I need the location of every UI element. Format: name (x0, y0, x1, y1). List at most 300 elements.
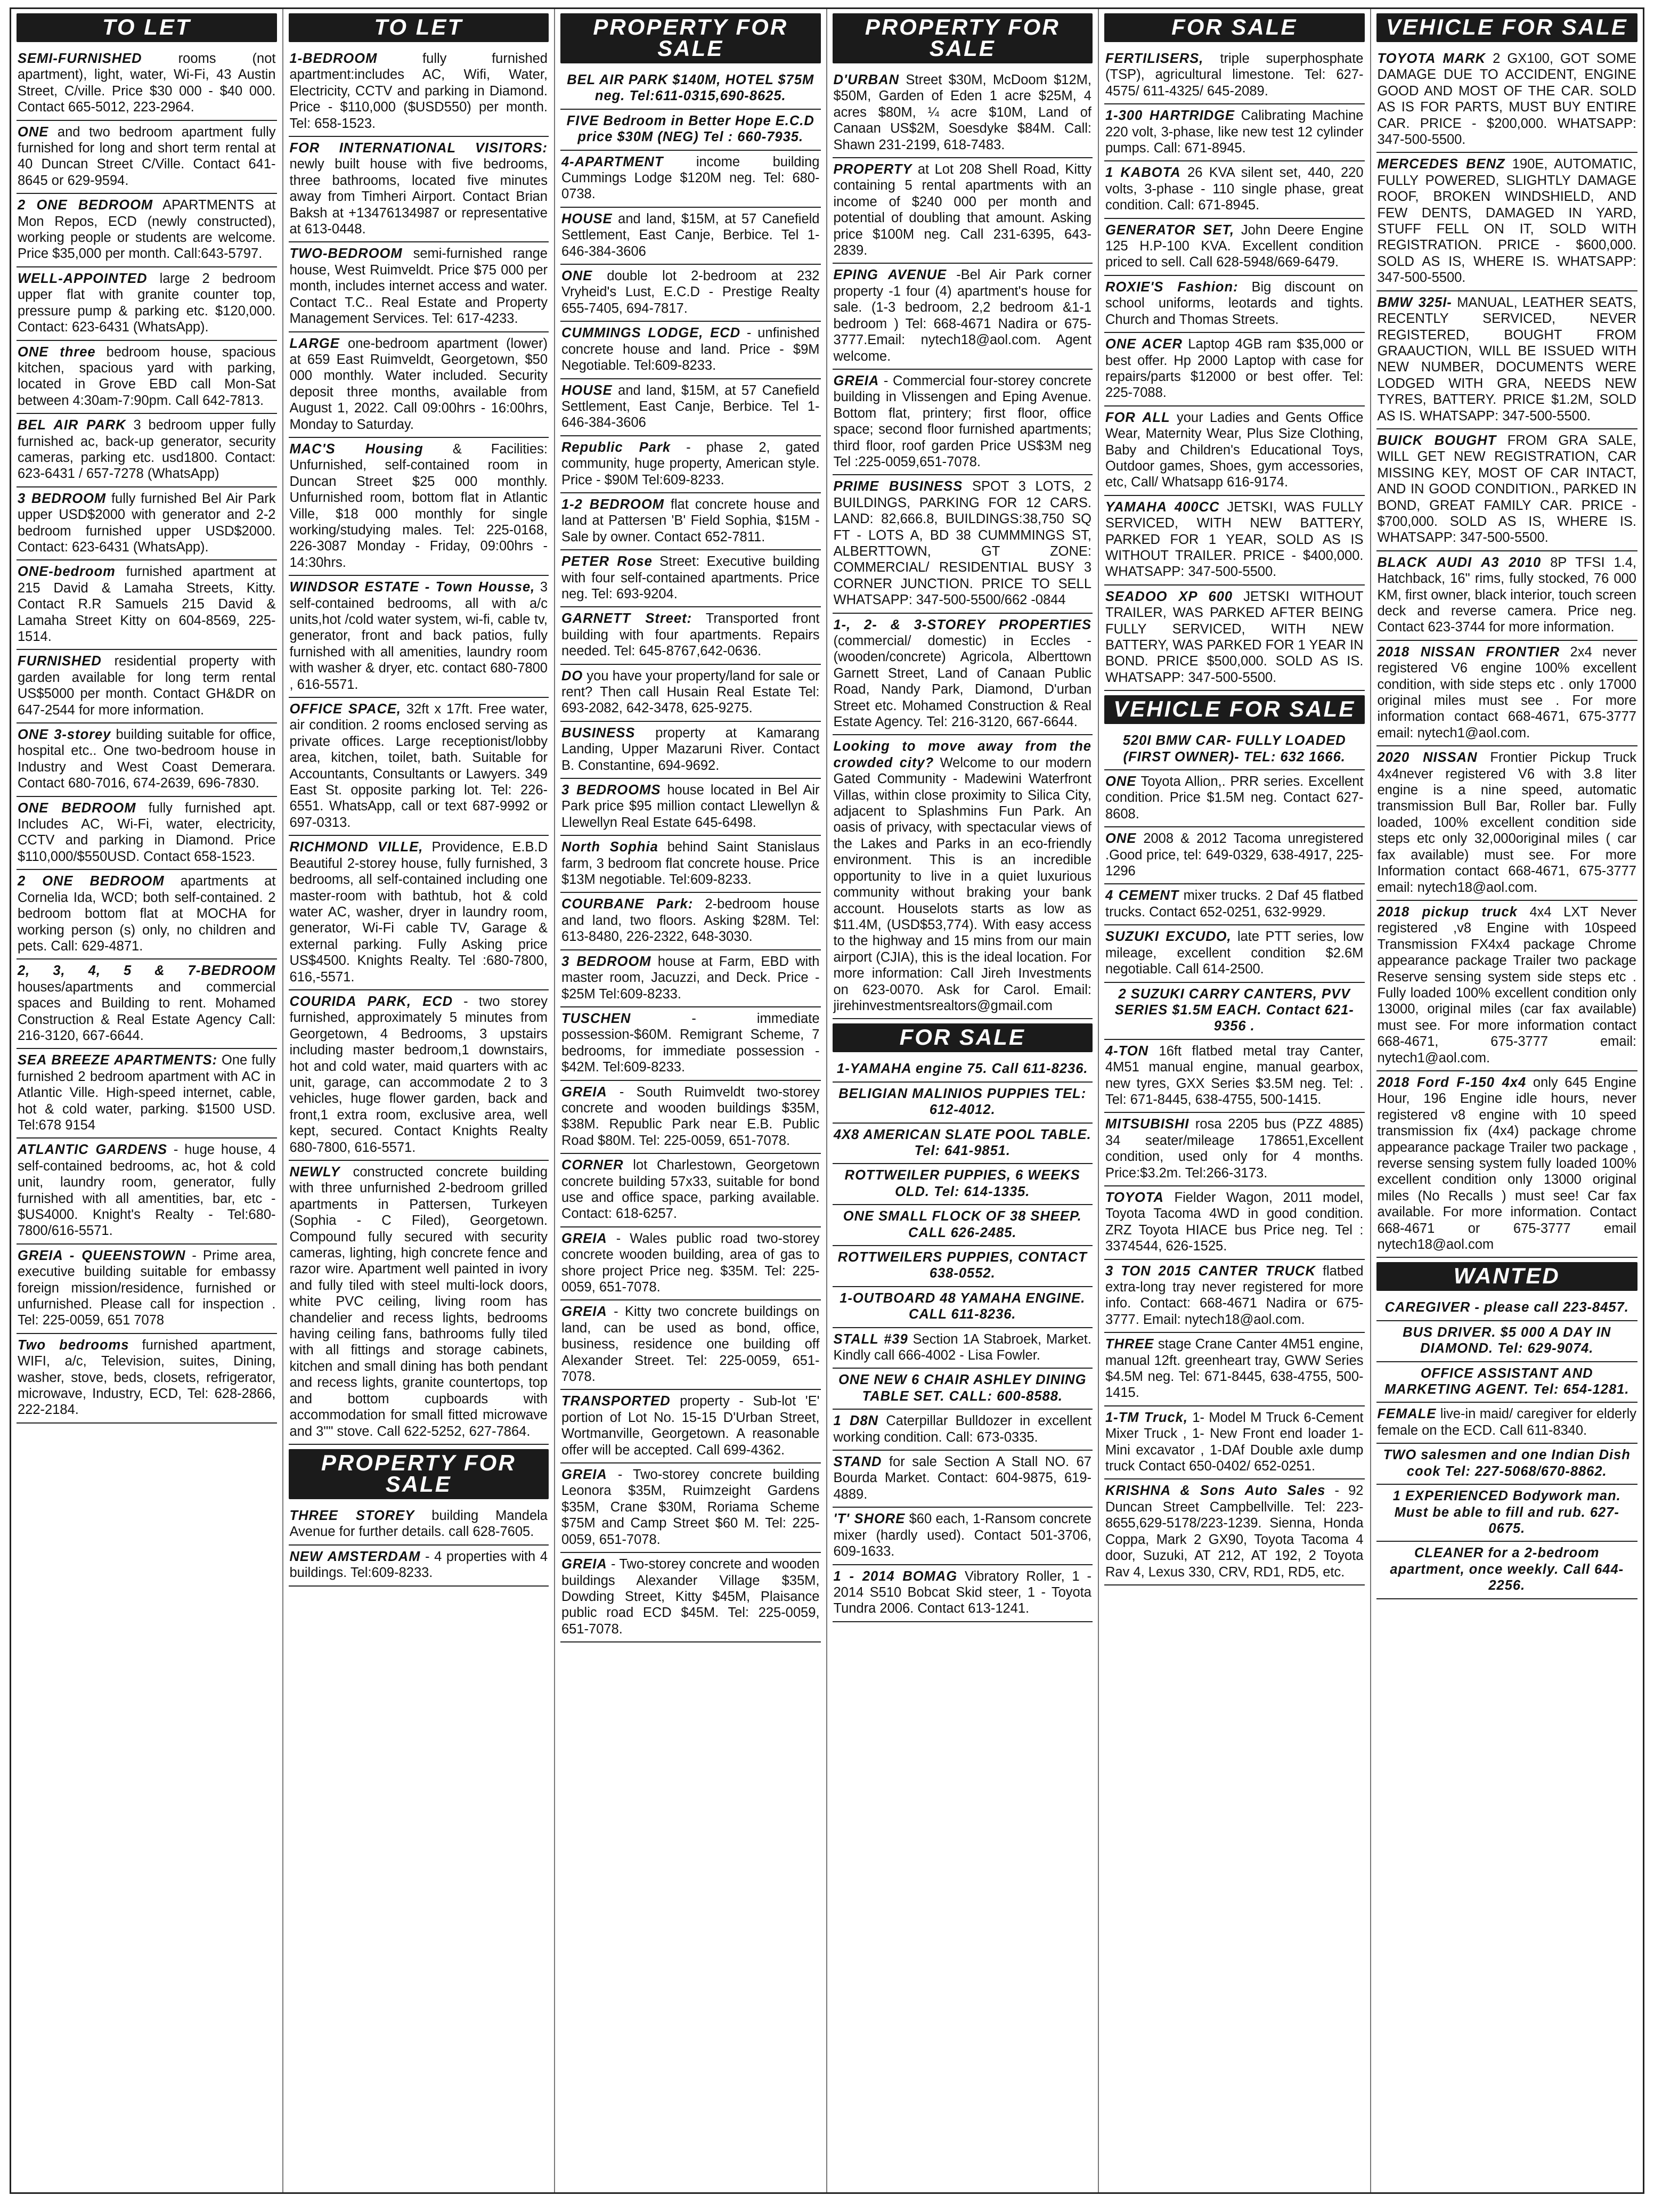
classified-ad (833, 1124, 1093, 1165)
ad-lead: CAREGIVER - please call 223-8457. (1384, 1300, 1629, 1315)
classified-ad (833, 1205, 1093, 1246)
classified-ad (560, 1463, 821, 1553)
ad-lead: North Sophia (561, 840, 658, 855)
section-header: FOR SALE (1104, 13, 1365, 42)
classified-ad (1376, 641, 1638, 746)
classified-ad (560, 950, 821, 1007)
ad-body: - South Ruimveldt two-storey concrete and wooden buildings $35M, $38M. Republic Park near E.B. Public Road $80M. Tel: 225-0059, 651-7078. (561, 1084, 820, 1148)
ad-lead: FURNISHED (18, 654, 102, 669)
ad-lead: 1-, 2- & 3-STOREY PROPERTIES (833, 617, 1091, 632)
classified-ad (560, 379, 821, 436)
ad-body: large 2 bedroom upper flat with granite counter top, pressure pump & parking etc. $120,000. Contact: 623-6431 (WhatsApp). (18, 271, 276, 335)
ad-lead: SEA BREEZE APARTMENTS: (18, 1053, 218, 1068)
classified-ad (1104, 1260, 1365, 1333)
ad-body: furnished apartment, WIFI, a/c, Television, suites, Dining, washer, stove, beds, closets, refrigerator, microwave, Industry, ECD, Tel: 628-2866, 222-2184. (18, 1337, 276, 1418)
ad-body: Calibrating Machine 220 volt, 3-phase, like new test 12 cylinder pumps. Call: 671-8945. (1105, 108, 1364, 156)
classified-ad (289, 332, 549, 438)
ad-lead: FOR INTERNATIONAL VISITORS: (289, 141, 548, 156)
classified-ad (1104, 770, 1365, 827)
ad-body: you have your property/land for sale or rent? Then call Husain Real Estate Tel: 693-2082, 642-3478, 625-9275. (561, 668, 820, 716)
ad-lead: 4-APARTMENT (561, 154, 664, 169)
ad-lead: GREIA (561, 1467, 607, 1483)
ad-body: 2-bedroom house and land, two floors. Asking $28M. Tel: 613-8480, 226-2322, 648-3030. (561, 897, 820, 945)
section-header: VEHICLE FOR SALE (1376, 13, 1638, 42)
classified-ad (17, 1049, 277, 1138)
classified-ad (560, 550, 821, 607)
ad-lead: ONE SMALL FLOCK OF 38 SHEEP. CALL 626-2485. (843, 1209, 1082, 1240)
ad-lead: 'T' SHORE (833, 1511, 906, 1527)
classified-ad (560, 69, 821, 110)
ad-lead: FEMALE (1377, 1406, 1437, 1422)
ad-body: property - Sub-lot 'E' portion of Lot No. 15-15 D'Urban Street, Wortmanville, Georgetown. A reasonable offer will be accepted. Call 699-4362. (561, 1394, 820, 1458)
classified-ad (833, 264, 1093, 369)
ad-lead: D'URBAN (833, 72, 900, 87)
ad-lead: PRIME BUSINESS (833, 479, 963, 494)
ad-body: 2 GX100, GOT SOME DAMAGE DUE TO ACCIDENT, ENGINE GOOD AND MOST OF THE CAR. SOLD AS IS FOR PARTS, MUST BUY ENTIRE CAR. PRICE - $200,000. WHATSAPP: 347-500-5500. (1377, 51, 1636, 148)
ad-lead: 2018 Ford F-150 4x4 (1377, 1075, 1527, 1090)
classified-ad (833, 158, 1093, 264)
column-4 (827, 9, 1099, 2192)
ad-body: - immediate possession-$60M. Remigrant Scheme, 7 bedrooms, for immediate possession - $42M. Tel:609-8233. (561, 1011, 820, 1075)
classified-ad (560, 1154, 821, 1227)
classified-ad (1104, 983, 1365, 1040)
ad-body: for sale Section A Stall NO. 67 Bourda Market. Contact: 604-9875, 619-4889. (833, 1454, 1091, 1502)
column-6 (1371, 9, 1643, 2192)
ad-lead: CORNER (561, 1158, 624, 1173)
ad-lead: THREE (1105, 1337, 1154, 1352)
ad-lead: BEL AIR PARK $140M, HOTEL $75M neg. Tel:611-0315,690-8625. (567, 72, 814, 104)
ad-body: Big discount on school uniforms, leotards and tights. Church and Thomas Streets. (1105, 279, 1364, 327)
ad-lead: 3 TON 2015 CANTER TRUCK (1105, 1263, 1316, 1279)
ad-body: - huge house, 4 self-contained bedrooms, ac, hot & cold unit, laundry room, generator, fully furnished with all amentities, bar, etc - $US4000. Knight's Realty - Tel:680-7800/616-5571. (18, 1142, 276, 1239)
classified-ad (560, 836, 821, 893)
ad-lead: 1-300 HARTRIDGE (1105, 108, 1235, 124)
ad-lead: ROTTWEILER PUPPIES, 6 WEEKS OLD. Tel: 614-1335. (844, 1168, 1080, 1199)
classified-ad (17, 650, 277, 723)
ad-body: newly built house with five bedrooms, three bathrooms, located five minutes away from Timheri Airport. Contact Brian Baksh at +13476134987 or representative at 613-0448. (289, 157, 548, 237)
classified-ad (17, 194, 277, 267)
ad-lead: SEMI-FURNISHED (18, 51, 142, 66)
classified-ad (560, 110, 821, 151)
ad-lead: 1-BEDROOM (289, 51, 378, 66)
ad-body: -Bel Air Park corner property -1 four (4) apartment's house for sale. (1-3 bedroom, 2,2 bedroom &1-1 bedroom ) Tel: 668-4671 Nadira or 675-3777.Email: nytech18@aol.com. Agent welcome. (833, 267, 1091, 364)
ad-lead: ONE (1105, 774, 1137, 790)
ad-lead: 2 ONE BEDROOM (18, 198, 153, 213)
ad-lead: TWO-BEDROOM (289, 246, 403, 262)
classified-ad (1104, 276, 1365, 333)
ad-body: building suitable for office, hospital etc.. One two-bedroom house in Industry and West Coast Demerara. Contact 680-7016, 674-2639, 696-7830. (18, 727, 276, 791)
ad-lead: ONE (561, 269, 593, 284)
classified-ad (1104, 161, 1365, 218)
ad-body: house located in Bel Air Park price $95 million contact Llewellyn & Llewellyn Real Estate 645-6498. (561, 783, 820, 830)
column-2 (283, 9, 556, 2192)
classified-ad (1376, 1542, 1638, 1599)
classified-ad (560, 1007, 821, 1081)
ad-body: fully furnished Bel Air Park upper USD$2000 with generator and 2-2 bedroom furnished upper USD$2000. Contact: 623-6431 (WhatsApp). (18, 491, 276, 555)
ad-lead: BUSINESS (561, 725, 635, 741)
ad-body: Street $30M, McDoom $12M, $50M, Garden of Eden 1 acre $25M, 4 acres $80M, ¼ acre $10M, Land of Canaan US$2M, Soesdyke $84M. Call: Shawn 231-2199, 618-7483. (833, 72, 1092, 152)
classified-ad (1104, 1479, 1365, 1585)
classified-ad (1376, 1403, 1638, 1444)
ad-body: - Wales public road two-storey concrete wooden building, area of gas to shore project Price neg. $35M. Tel: 225-0059, 651-7078. (561, 1231, 820, 1295)
ad-lead: 2 ONE BEDROOM (18, 874, 165, 889)
ad-lead: OFFICE ASSISTANT AND MARKETING AGENT. Tel: 654-1281. (1384, 1365, 1629, 1397)
classified-ad (833, 69, 1093, 158)
ad-lead: MITSUBISHI (1105, 1117, 1189, 1132)
ad-lead: 1 KABOTA (1105, 165, 1181, 181)
ad-lead: HOUSE (561, 383, 613, 398)
classified-ad (1376, 1296, 1638, 1321)
ad-lead: 1-TM Truck, (1105, 1410, 1188, 1425)
ad-lead: 3 BEDROOM (18, 491, 107, 506)
ad-lead: TUSCHEN (561, 1011, 631, 1026)
ad-body: semi-furnished range house, West Ruimveldt. Price $75 000 per month, includes internet access and water. Contact T.C.. Real Estate and Property Management Services. Tel: 617-4233. (289, 246, 548, 327)
ad-lead: WINDSOR ESTATE - Town Housse, (289, 580, 535, 595)
classified-ad (560, 1227, 821, 1301)
classified-ad (560, 893, 821, 950)
classified-ad (833, 735, 1093, 1019)
ad-body: Providence, E.B.D Beautiful 2-storey house, fully furnished, 3 bedrooms, all self-contained including one master-room with bathtub, hot & cold water AC, washer, dryer in laundry room, generator, Wi-Fi cable TV, Garage & external parking. Fully Asking price US$4500. Knights Realty. Tel :680-7800, 616,-5571. (289, 840, 548, 985)
classified-ad (1104, 925, 1365, 982)
classified-ad (560, 1081, 821, 1154)
ad-lead: FERTILISERS, (1105, 51, 1204, 66)
ad-body: 190E, AUTOMATIC, FULLY POWERED, SLIGHTLY DAMAGE ROOF, BROKEN WINDSHIELD, AND FEW DENTS, DAMAGED IN YARD, STUFF FELL ON IT, SOLD WITH REGISTRATION. PRICE - $600,000. SOLD AS IS, WHERE IS. WHATSAPP: 347-500-5500. (1377, 157, 1636, 286)
ad-lead: YAMAHA 400CC (1105, 499, 1220, 515)
ad-body: 3 self-contained bedrooms, all with a/c units,hot /cold water system, wi-fi, cable tv, generator, front and back patios, fully furnished with all amenities, laundry room with washer & dryer, etc. contact 680-7800 , 616-5571. (289, 580, 548, 692)
classified-ad (560, 151, 821, 208)
ad-lead: NEWLY (289, 1165, 340, 1180)
ad-lead: Two bedrooms (18, 1337, 129, 1353)
ad-lead: 2018 NISSAN FRONTIER (1377, 644, 1560, 660)
classified-ad (833, 1451, 1093, 1508)
ad-body: bedroom house, spacious kitchen, spacious yard with parking, located in Grove EBD call Mon-Sat between 4:30am-7:90pm. Call 642-7813. (18, 344, 276, 408)
classified-ad (833, 370, 1093, 475)
ad-body: - Commercial four-storey concrete building in Vlissengen and Eping Avenue. Bottom flat, printery; first floor, office space; second floor furnished apartments; third floor, roof garden Price US$3M neg Tel :225-0059,651-7078. (833, 373, 1091, 469)
ad-lead: ONE 3-storey (18, 727, 111, 743)
ad-body: Caterpillar Bulldozer in excellent working condition. Call: 673-0335. (833, 1413, 1091, 1445)
ad-lead: STALL #39 (833, 1331, 908, 1347)
classified-ad (1104, 47, 1365, 104)
ad-lead: GREIA (561, 1231, 607, 1246)
ad-lead: TOYOTA (1105, 1190, 1164, 1205)
ad-lead: GARNETT Street: (561, 611, 692, 627)
ad-body: fully furnished apartment:includes AC, Wifi, Water, Electricity, CCTV and parking in Diamond. Price - $110,000 ($USD550) per month. Tel: 658-1523. (289, 51, 548, 131)
classified-ad (17, 267, 277, 341)
classified-ad (833, 1508, 1093, 1565)
classified-ad (560, 493, 821, 550)
ad-body: Vibratory Roller, 1 - 2014 S510 Bobcat Skid steer, 1 - Toyota Tundra 2006. Contact 613-1241. (833, 1568, 1091, 1616)
ad-body: property at Kamarang Landing, Upper Mazaruni River. Contact B. Constantine, 694-9692. (561, 725, 820, 773)
ad-lead: 520I BMW CAR- FULLY LOADED (FIRST OWNER)- TEL: 632 1666. (1122, 733, 1346, 765)
ad-body: 2008 & 2012 Tacoma unregistered .Good price, tel: 649-0329, 638-4917, 225-1296 (1105, 831, 1364, 879)
classified-ad (289, 576, 549, 698)
ad-lead: BELIGIAN MALINIOS PUPPIES TEL: 612-4012. (838, 1086, 1087, 1118)
ad-lead: FIVE Bedroom in Better Hope E.C.D price $30M (NEG) Tel : 660-7935. (566, 113, 814, 145)
ad-body: John Deere Engine 125 H.P-100 KVA. Excellent condition priced to sell. Call 628-5948/669-6479. (1105, 222, 1364, 270)
classified-ad (17, 47, 277, 121)
ad-lead: TRANSPORTED (561, 1394, 671, 1409)
ad-lead: 3 BEDROOM (561, 954, 651, 969)
classified-ad (1104, 1406, 1365, 1480)
ad-lead: GREIA (561, 1557, 607, 1572)
classified-ad (560, 665, 821, 722)
ad-body: late PTT series, low mileage, excellent condition $2.6M negotiable. Call 614-2500. (1105, 929, 1364, 977)
classified-ad (560, 265, 821, 322)
ad-lead: 1 D8N (833, 1413, 878, 1429)
ad-lead: PETER Rose (561, 554, 653, 570)
ad-lead: WELL-APPOINTED (18, 271, 148, 286)
ad-lead: CLEANER for a 2-bedroom apartment, once weekly. Call 644-2256. (1390, 1546, 1624, 1593)
ad-body: 2x4 never registered V6 engine 100% excellent condition, with side steps etc . only 17000 original miles must see . For more information contact 668-4671, 675-3777 email: nytech1@aol.com. (1377, 644, 1636, 741)
ad-lead: NEW AMSTERDAM (289, 1549, 421, 1564)
ad-lead: BUS DRIVER. $5 000 A DAY IN DIAMOND. Tel: 629-9074. (1403, 1324, 1611, 1356)
ad-lead: Looking to move away from the crowded city? (833, 739, 1091, 770)
classified-ad (1376, 1444, 1638, 1485)
classified-ad (833, 475, 1093, 613)
section-header: VEHICLE FOR SALE (1104, 695, 1365, 724)
ad-body: your Ladies and Gents Office Wear, Maternity Wear, Plus Size Clothing, Baby and Children's Educational Toys, Outdoor games, Shoes, gym accessories, etc, Call/ Whatsapp 616-9174. (1105, 410, 1364, 490)
ad-body: Welcome to our modern Gated Community - Madewini Waterfront Villas, within close proximity to Silica City, adjacent to Splashmins Fun Park. An oasis of privacy, with spectacular views of the Lakes and Parks in an eco-friendly environment. This is an incredible opportunity to live in a quiet luxurious community without braking your bank account. Houselots starts as low as $11.4M, (USD$53,774). With easy access to the highway and 15 mins from our main airport (CJIA), this is the ideal location. For more information: Call Jireh Investments on 623-0070. Ask for Carol. Email: jirehinvestmentsrealtors@gmail.com (833, 755, 1092, 1013)
ad-lead: DO (561, 668, 583, 684)
classified-ad (289, 1546, 549, 1587)
ad-lead: BEL AIR PARK (18, 418, 126, 433)
ad-body: behind Saint Stanislaus farm, 3 bedroom flat concrete house. Price $13M negotiable. Tel:609-8233. (561, 840, 820, 888)
ad-body: Transported front building with four apartments. Repairs needed. Tel: 645-8767,642-0636. (561, 611, 820, 659)
classified-ad (17, 341, 277, 414)
ad-body: JETSKI, WAS FULLY SERVICED, WITH NEW BATTERY, PARKED FOR 1 YEAR, SOLD AS IS WITHOUT TRAILER. PRICE - $400,000. WHATSAPP: 347-500-5500. (1105, 499, 1364, 580)
ad-body: APARTMENTS at Mon Repos, ECD (newly constructed), working people or students are welcome. Price $35,000 per month. Call:643-5797. (18, 198, 276, 262)
classified-ad (1104, 219, 1365, 276)
classified-ad (17, 121, 277, 194)
ad-lead: 2018 pickup truck (1377, 904, 1518, 920)
ad-body: JETSKI WITHOUT TRAILER, WAS PARKED AFTER BEING FULLY SERVICED, WITH NEW BATTERY, WAS PARKED FOR 1 YEAR IN BOND. PRICE $500,000. SOLD AS IS. WHATSAPP: 347-500-5500. (1105, 589, 1364, 685)
ad-lead: KRISHNA & Sons Auto Sales (1105, 1483, 1326, 1499)
ad-body: SPOT 3 LOTS, 2 BUILDINGS, PARKING FOR 12 CARS. LAND: 82,666.8, BUILDINGS:38,750 SQ FT - LOTS A, BD 38 CUMMMINGS ST, ALBERTTOWN, GT ZONE: COMMERCIAL/ RESIDENTIAL BUSY 3 CORNER JUNCTION. PRICE TO SELL WHATSAPP: 347-500-5500/662 -0844 (833, 479, 1091, 608)
section-header: PROPERTY FOR SALE (289, 1449, 549, 1499)
column-5 (1099, 9, 1371, 2192)
ad-body: 1- Model M Truck 6-Cement Mixer Truck , 1- New Front end loader 1-Mini excavator , 1-DAf Double axle dump truck Contact 650-0402/ 652-0251. (1105, 1410, 1364, 1474)
ad-body: - Two-storey concrete building Leonora $35M, Ruimzeight Gardens $35M, Crane $30M, Roriama Scheme $75M and Camp Street $60 M. Tel: 225-0059, 651-7078. (561, 1467, 820, 1547)
ad-body: Laptop 4GB ram $35,000 or best offer. Hp 2000 Laptop with case for repairs/parts $12000 or best offer. Tel: 225-7088. (1105, 337, 1364, 401)
classified-ad (833, 1058, 1093, 1082)
ad-body: - two storey furnished, approximately 5 minutes from Georgetown, 4 Bedrooms, 3 upstairs including master bedroom,1 downstairs, hot and cold water, maid quarters with ac unit, garage, can accommodate 2 to 3 vehicles, huge flower garden, back and front,1 extra room, exclusive area, well kept, secured. Contact Knights Realty 680-7800, 616-5571. (289, 994, 548, 1155)
ad-lead: 1-2 BEDROOM (561, 497, 664, 512)
classified-ad (560, 1390, 821, 1463)
ad-body: 26 KVA silent set, 440, 220 volts, 3-phase - 110 single phase, great condition. Call: 671-8945. (1105, 165, 1364, 213)
ad-body: - phase 2, gated community, huge property, American style. Price - $90M Tel:609-8233. (561, 440, 820, 487)
ad-body: at Lot 208 Shell Road, Kitty containing 5 rental apartments with an income of $240 000 per month and potential of doubling that amount. Asking price $100M neg. Call 231-6395, 643-2839. (833, 162, 1091, 258)
ad-body: - unfinished concrete house and land. Price - $9M Negotiable. Tel:609-8233. (561, 326, 820, 373)
ad-lead: CUMMINGS LODGE, ECD (561, 326, 740, 341)
classified-ad (17, 560, 277, 650)
classified-ad (1104, 496, 1365, 585)
ad-body: Frontier Pickup Truck 4x4never registered V6 with 3.8 liter engine is a nine speed, automatic transmission Bull Bar, Roller bar. Fully loaded, 100% excellent condition side steps etc only 32,000original miles ( car fax available) must see. For more Information contact 668-4671, 675-3777 email: nytech18@aol.com. (1377, 750, 1636, 895)
ad-body: double lot 2-bedroom at 232 Vryheid's Lust, E.C.D - Prestige Realty 655-7405, 694-7817. (561, 269, 820, 316)
classified-ad (1376, 1362, 1638, 1403)
ad-lead: EPING AVENUE (833, 267, 947, 283)
ad-body: MANUAL, LEATHER SEATS, RECENTLY SERVICED, NEVER REGISTERED, BOUGHT FROM GRAAUCTION, WILL BE ISSUED WITH NEW NUMBER, DOCUMENTS WERE LODGED WITH GRA, NEEDS NEW TYRES, BATTERY. PRICE $1.2M, SOLD AS IS. WHATSAPP: 347-500-5500. (1377, 295, 1636, 424)
ad-body: Fielder Wagon, 2011 model, Toyota Tacoma 4WD in good condition. ZRZ Toyota HIACE bus Price neg. Tel : 3374544, 626-1525. (1105, 1190, 1364, 1254)
ad-body: - Prime area, executive building suitable for embassy foreign mission/residence, furnished or unfurnished. Please call for inspection . Tel: 225-0059, 651 7078 (18, 1248, 276, 1328)
classified-ad (833, 1246, 1093, 1287)
classified-ad (1376, 429, 1638, 551)
ad-body: and land, $15M, at 57 Canefield Settlement, East Canje, Berbice. Tel 1-646-384-3606 (561, 383, 820, 430)
classified-ad (17, 797, 277, 871)
ad-body: one-bedroom apartment (lower) at 659 East Ruimveldt, Georgetown, $50 000 monthly. Water included. Security deposit three months, available from August 1, 2022. Call 09:00hrs - 16:00hrs, Monday to Saturday. (289, 336, 548, 432)
ad-body: Toyota Allion,. PRR series. Excellent condition. Price $1.5M neg. Contact 627-8608. (1105, 774, 1364, 822)
classified-ad (17, 487, 277, 561)
ad-lead: 2, 3, 4, 5 & 7-BEDROOM (18, 963, 276, 979)
ad-body: stage Crane Canter 4M51 engine, manual 12ft. greenheart tray, GWW Series $4.5M neg. Tel: 671-8445, 638-4755, 500-1415. (1105, 1337, 1364, 1401)
ad-body: residential property with garden available for long term rental US$5000 per month. Contact GH&DR on 647-2544 for more information. (18, 654, 276, 718)
ad-lead: TOYOTA MARK (1377, 51, 1486, 66)
ad-body: Street: Executive building with four self-contained apartments. Price neg. Tel: 693-9204. (561, 554, 820, 601)
classified-ad (289, 698, 549, 836)
ad-body: - Kitty two concrete buildings on land, can be used as bond, office, business, residence one building off Alexander Street. Tel: 225-0059, 651-7078. (561, 1304, 820, 1385)
ad-lead: BLACK AUDI A3 2010 (1377, 555, 1542, 570)
ad-lead: SUZUKI EXCUDO, (1105, 929, 1232, 945)
ad-body: constructed concrete building with three unfurnished 2-bedroom grilled apartments in Pattersen, Turkeyen (Sophia - C Filed), Georgetown. Compound fully secured with security cameras, lighting, high concrete fence and razor wire. Apartment well painted in ivory and fully tiled with steel multi-lock doors, white PVC ceiling, living room has chandelier and recess lights, bedrooms having ceiling fans, bathrooms fully tiled with all fittings and storage cabinets, kitchen and small dining has both pendant and recess lights, granite countertops, top and bottom cupboards with accommodation for small fitted microwave and 3"" stove. Call 622-5252, 627-7864. (289, 1165, 548, 1439)
classified-ad (17, 1245, 277, 1334)
section-header: TO LET (289, 13, 549, 42)
ad-lead: COURIDA PARK, ECD (289, 994, 453, 1009)
ad-body: 16ft flatbed metal tray Canter, 4M51 manual engine, manual gearbox, new tyres, GXX Series $3.5M neg. Tel: . Tel: 671-8445, 638-4755, 500-1415. (1105, 1043, 1364, 1107)
ad-lead: COURBANE Park: (561, 897, 694, 912)
ad-lead: STAND (833, 1454, 882, 1470)
classified-ad (833, 1083, 1093, 1124)
classified-ad (833, 1410, 1093, 1451)
classified-ad (1376, 1485, 1638, 1542)
ad-lead: BUICK BOUGHT (1377, 433, 1497, 448)
classified-ad (17, 959, 277, 1049)
ad-lead: 1 EXPERIENCED Bodywork man. Must be able to fill and rub. 627-0675. (1392, 1489, 1621, 1536)
classified-ad (833, 1328, 1093, 1369)
ad-lead: HOUSE (561, 211, 613, 226)
classified-ad (1376, 1071, 1638, 1258)
ad-body: building Mandela Avenue for further details. call 628-7605. (289, 1508, 548, 1540)
classified-ad (289, 438, 549, 576)
ad-lead: ONE three (18, 344, 96, 360)
ad-lead: 2 SUZUKI CARRY CANTERS, PVV SERIES $1.5M EACH. Contact 621-9356 . (1114, 986, 1354, 1034)
ad-lead: RICHMOND VILLE, (289, 840, 423, 855)
ad-lead: 1-OUTBOARD 48 YAMAHA ENGINE. CALL 611-8236. (840, 1290, 1086, 1322)
ad-lead: SEADOO XP 600 (1105, 589, 1233, 604)
ad-lead: 4X8 AMERICAN SLATE POOL TABLE. Tel: 641-9851. (833, 1127, 1091, 1158)
classified-ad (560, 322, 821, 379)
classified-ad (1376, 901, 1638, 1071)
ad-body: houses/apartments and commercial spaces and Building to rent. Mohamed Construction & Real Estate Agency Call: 216-3120, 667-6644. (18, 979, 276, 1043)
classified-ad (1104, 884, 1365, 925)
column-3 (555, 9, 827, 2192)
ad-body: - 92 Duncan Street Campbellville. Tel: 223-8655,629-5178/223-1239. Sienna, Honda Coppa, Mark 2 GX90, Toyota Tacoma 4 door, Suzuki, AT 212, AT 192, 2 Toyota Rav 4, Lexus 330, CRV, RD1, RD5, etc. (1105, 1483, 1364, 1580)
ad-body: & Facilities: Unfurnished, self-contained room in Duncan Street $25 000 monthly. Unfurnished room, bottom flat in Atlantic Ville, $18 000 monthly for single working/studying males. Tel: 225-0168, 226-3087 Monday - Friday, 09:00hrs - 14:30hrs. (289, 441, 548, 570)
ad-body: house at Farm, EBD with master room, Jacuzzi, and Deck. Price - $25M Tel:609-8233. (561, 954, 820, 1002)
classified-ad (1104, 333, 1365, 406)
classified-ad (1376, 551, 1638, 641)
classified-ad (289, 137, 549, 242)
classified-ad (289, 1505, 549, 1546)
ad-body: apartments at Cornelia Ida, WCD; both self-contained. 2 bedroom bottom flat at MOCHA for working person (s) only, no children and pets. Call: 629-4871. (18, 874, 276, 954)
classifieds-page (10, 7, 1644, 2194)
classified-ad (1104, 1333, 1365, 1406)
ad-body: furnished apartment at 215 David & Lamaha Streets, Kitty. Contact R.R Samuels 215 David & Lamaha Street Kitty on 604-8569, 225-1514. (18, 564, 276, 644)
ad-lead: FOR ALL (1105, 410, 1170, 425)
classified-ad (289, 47, 549, 137)
ad-lead: ATLANTIC GARDENS (18, 1142, 167, 1158)
ad-body: fully furnished apt. Includes AC, Wi-Fi, water, electricity, CCTV and parking in Diamond. Price $110,000/$550USD. Contact 658-1523. (18, 800, 276, 864)
section-header: FOR SALE (833, 1023, 1093, 1052)
classified-ad (560, 436, 821, 493)
ad-body: 4x4 LXT Never registered ,v8 Engine with 10speed Transmission FX4x4 package Chrome appearance package Trailer two package Reserve sensing system side steps etc . Fully loaded 100% excellent condition only 13000, original miles (car fax available) must see. For more information contact 668-4671, 675-3777 email: nytech1@aol.com. (1377, 904, 1636, 1066)
ad-lead: ROTTWEILERS PUPPIES, CONTACT 638-0552. (837, 1250, 1087, 1281)
ad-body: (commercial/ domestic) in Eccles - (wooden/concrete) Agricola, Alberttown Garnett Street, Land of Canaan Public Road, Nandy Park, Diamond, D'urban Street etc. Mohamed Construction & Real Estate Agency. Tel: 216-3120, 667-6644. (833, 633, 1091, 730)
ad-lead: ONE ACER (1105, 337, 1183, 352)
classified-ad (1104, 406, 1365, 496)
classified-ad (560, 779, 821, 836)
ad-lead: GENERATOR SET, (1105, 222, 1235, 238)
ad-body: 8P TFSI 1.4, Hatchback, 16" rims, fully stocked, 76 000 KM, first owner, black interior, touch screen deck and reverse camera. Price neg. Contact 623-3744 for more information. (1377, 555, 1636, 635)
ad-lead: ONE-bedroom (18, 564, 116, 580)
ad-lead: THREE STOREY (289, 1508, 415, 1523)
ad-body: Section 1A Stabroek, Market. Kindly call 666-4002 - Lisa Fowler. (833, 1331, 1091, 1363)
ad-lead: TWO salesmen and one Indian Dish cook Tel: 227-5068/670-8862. (1383, 1447, 1631, 1479)
ad-body: 3 bedroom upper fully furnished ac, back-up generator, security cameras, parking etc. usd1800. Contact: 623-6431 / 657-7278 (WhatsApp) (18, 418, 276, 482)
classified-ad (289, 1161, 549, 1445)
ad-body: lot Charlestown, Georgetown concrete building 57x33, suitable for bond use and office space, parking available. Contact: 618-6257. (561, 1158, 820, 1222)
ad-lead: ONE (1105, 831, 1137, 847)
ad-lead: GREIA (561, 1304, 607, 1320)
classified-ad (833, 1369, 1093, 1410)
classified-ad (560, 1553, 821, 1642)
classified-ad (1104, 1040, 1365, 1113)
ad-body: FROM GRA SALE, WILL GET NEW REGISTRATION, CAR MISSING KEY, MOST OF CAR INTACT, AND IN GOOD CONDITION., PARKED IN BOND, GREAT FAMILY CAR. PRICE - $700,000. SOLD AS IS, WHERE IS. WHATSAPP: 347-500-5500. (1377, 433, 1636, 546)
classified-ad (1104, 585, 1365, 691)
classified-ad (560, 722, 821, 779)
ad-body: live-in maid/ caregiver for elderly female on the ECD. Call 611-8340. (1377, 1406, 1636, 1438)
ad-lead: LARGE (289, 336, 340, 351)
classified-ad (833, 1287, 1093, 1328)
section-header: TO LET (17, 13, 277, 42)
ad-body: and land, $15M, at 57 Canefield Settlement, East Canje, Berbice. Tel 1-646-384-3606 (561, 211, 820, 259)
ad-lead: MAC'S Housing (289, 441, 423, 457)
section-header: PROPERTY FOR SALE (833, 13, 1093, 63)
ad-body: mixer trucks. 2 Daf 45 flatbed trucks. Contact 652-0251, 632-9929. (1105, 888, 1364, 920)
classified-ad (1376, 746, 1638, 901)
ad-lead: ONE (18, 124, 49, 140)
ad-body: flat concrete house and land at Pattersen 'B' Field Sophia, $15M - Sale by owner. Contact 652-7811. (561, 497, 820, 544)
ad-lead: 1 - 2014 BOMAG (833, 1568, 958, 1584)
classified-ad (560, 1300, 821, 1390)
classified-ad (1104, 104, 1365, 161)
classified-ad (833, 1565, 1093, 1622)
classified-ad (833, 1164, 1093, 1205)
ad-lead: MERCEDES BENZ (1377, 157, 1505, 172)
ad-body: - 4 properties with 4 buildings. Tel:609-8233. (289, 1549, 548, 1581)
ad-body: and two bedroom apartment fully furnished for long and short term rental at 40 Duncan Street C/Ville. Contact 641-8645 or 629-9594. (18, 124, 276, 188)
ad-lead: ONE BEDROOM (18, 800, 136, 816)
ad-body: flatbed extra-long tray never registered for more info. Contact: 668-4671 Nadira or 675-3777. Email: nytech18@aol.com. (1105, 1263, 1364, 1327)
classified-ad (1376, 153, 1638, 291)
ad-lead: PROPERTY (833, 162, 912, 177)
column-1 (11, 9, 283, 2192)
classified-ad (1376, 47, 1638, 153)
classified-ad (1376, 1321, 1638, 1362)
classified-ad (289, 990, 549, 1161)
ad-lead: 1-YAMAHA engine 75. Call 611-8236. (837, 1061, 1088, 1077)
classified-ad (17, 723, 277, 797)
ad-body: rosa 2205 bus (PZZ 4885) 34 seater/mileage 178651,Excellent condition, used only for 4 months. Price:$3.2m. Tel:266-3173. (1105, 1117, 1364, 1181)
ad-lead: 4-TON (1105, 1043, 1149, 1059)
